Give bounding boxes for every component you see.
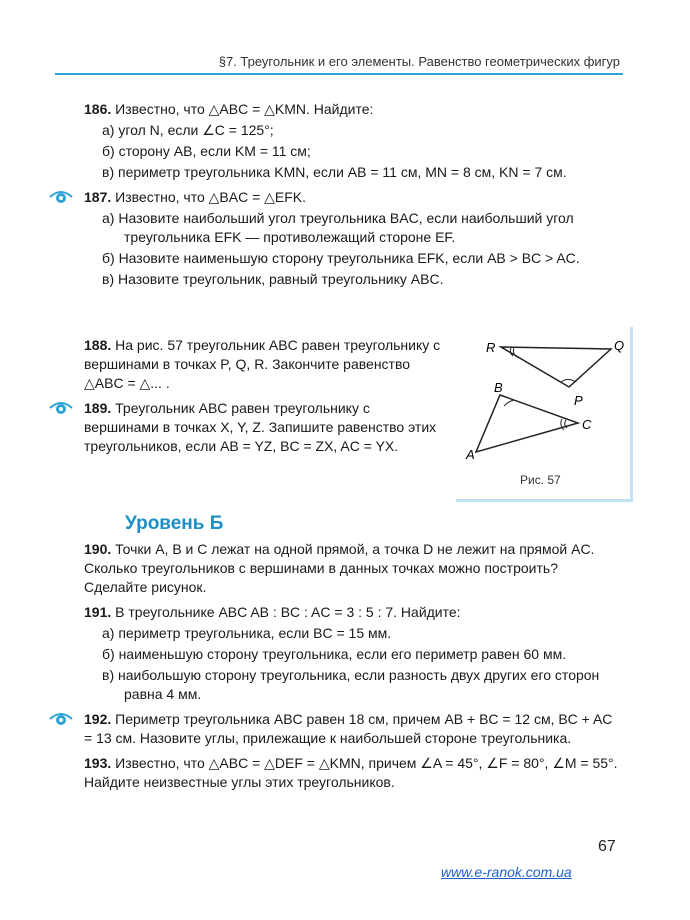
sub-item: а) угол N, если ∠C = 125°; <box>102 122 274 138</box>
problem-193 <box>84 754 620 792</box>
angle-mark <box>504 400 514 406</box>
problem-number: 191. <box>84 604 112 620</box>
sub-item: б) наименьшую сторону треугольника, если его периметр равен 60 мм. <box>102 646 567 662</box>
problem-189 <box>84 399 444 456</box>
sub-item: а) Назовите наибольший угол треугольника BAC, если наибольший угол треугольника EFK — противолежащий стороне EF. <box>102 210 574 245</box>
eye-icon <box>48 709 74 729</box>
level-heading: Уровень Б <box>125 513 224 534</box>
problem-191 <box>84 603 620 704</box>
problem-number: 192. <box>84 711 112 727</box>
problems-188-189 <box>84 336 444 462</box>
problem-188 <box>84 336 444 393</box>
page-number: 67 <box>598 838 616 855</box>
figure-caption: Рис. 57 <box>520 473 561 487</box>
triangle-abc <box>476 395 578 452</box>
sub-item: в) Назовите треугольник, равный треугольнику ABC. <box>102 271 444 287</box>
angle-mark <box>561 380 576 383</box>
problem-190 <box>84 540 620 597</box>
problem-text: На рис. 57 треугольник ABC равен треугольнику с вершинами в точках P, Q, R. Закончите равенство △ABC = △... . <box>84 337 441 391</box>
problems-bottom <box>84 540 620 798</box>
sub-item: в) периметр треугольника KMN, если AB = 11 см, MN = 8 см, KN = 7 см. <box>102 164 567 180</box>
problem-text: Периметр треугольника ABC равен 18 см, причем AB + BC = 12 см, BC + AC = 13 см. Назовите углы, прилежащие к наибольшей стороне треугольника. <box>84 711 613 746</box>
problem-number: 189. <box>84 400 112 416</box>
label-c: C <box>582 417 592 432</box>
label-q: Q <box>614 338 625 353</box>
problem-text: Известно, что △ABC = △KMN. Найдите: <box>115 101 374 117</box>
figure-57 <box>456 327 630 477</box>
label-r: R <box>486 340 496 355</box>
problem-text: В треугольнике ABC AB : BC : AC = 3 : 5 : 7. Найдите: <box>115 604 461 620</box>
triangle-pqr <box>501 347 611 387</box>
problem-text: Известно, что △BAC = △EFK. <box>115 189 307 205</box>
header-rule <box>55 73 623 75</box>
problem-text: Известно, что △ABC = △DEF = △KMN, причем ∠A = 45°, ∠F = 80°, ∠M = 55°. Найдите неизвестные углы этих треугольников. <box>84 755 618 790</box>
site-link[interactable]: www.e-ranok.com.ua <box>441 864 572 880</box>
angle-mark <box>510 348 513 356</box>
problem-number: 186. <box>84 101 112 117</box>
label-b: B <box>494 380 503 395</box>
running-header: §7. Треугольник и его элементы. Равенство геометрических фигур <box>218 54 620 69</box>
label-a: A <box>466 447 475 462</box>
problem-text: Треугольник ABC равен треугольнику с вершинами в точках X, Y, Z. Запишите равенство этих треугольников, если AB = YZ, BC = ZX, AC = YX. <box>84 400 437 454</box>
problem-number: 190. <box>84 541 112 557</box>
sub-item: б) сторону AB, если KM = 11 см; <box>102 143 311 159</box>
problem-number: 187. <box>84 189 112 205</box>
problems-top <box>84 100 620 295</box>
problem-186 <box>84 100 620 182</box>
sub-item: а) периметр треугольника, если BC = 15 мм. <box>102 625 392 641</box>
sub-item: в) наибольшую сторону треугольника, если разность двух других его сторон равна 4 мм. <box>102 667 600 702</box>
problem-192 <box>84 710 620 748</box>
problem-text: Точки A, B и C лежат на одной прямой, а точка D не лежит на прямой AC. Сколько треугольников с вершинами в данных точках можно построить? Сделайте рисунок. <box>84 541 595 595</box>
problem-number: 193. <box>84 755 112 771</box>
problem-187 <box>84 188 620 289</box>
eye-icon <box>48 187 74 207</box>
sub-item: б) Назовите наименьшую сторону треугольника EFK, если AB > BC > AC. <box>102 250 580 266</box>
eye-icon <box>48 398 74 418</box>
problem-number: 188. <box>84 337 112 353</box>
label-p: P <box>574 393 583 408</box>
